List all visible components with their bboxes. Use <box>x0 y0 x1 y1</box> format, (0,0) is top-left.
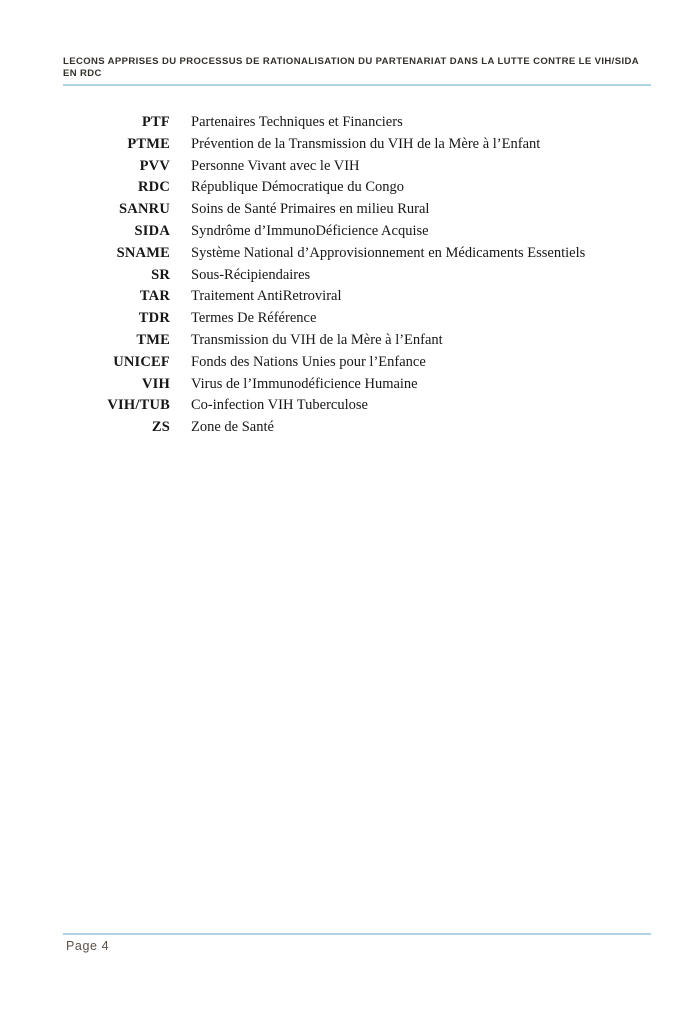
abbreviation-definition: Soins de Santé Primaires en milieu Rural <box>191 201 430 218</box>
abbreviation-term: PTME <box>127 135 170 152</box>
abbreviation-definition: Co-infection VIH Tuberculose <box>191 397 368 414</box>
abbreviation-definition: Virus de l’Immunodéficience Humaine <box>191 375 418 392</box>
abbreviation-row <box>64 265 624 287</box>
abbreviation-definition: Sous-Récipiendaires <box>191 266 311 283</box>
abbreviation-row <box>64 395 624 417</box>
page-number: Page 4 <box>66 939 110 953</box>
abbreviation-term: TDR <box>138 310 170 327</box>
abbreviation-definition: Transmission du VIH de la Mère à l’Enfant <box>191 331 443 348</box>
abbreviation-definition: Fonds des Nations Unies pour l’Enfance <box>191 353 426 370</box>
abbreviation-row <box>64 417 624 439</box>
abbreviation-term: PTF <box>142 114 170 130</box>
abbreviation-term: TME <box>136 331 170 348</box>
abbreviation-row <box>64 308 624 330</box>
abbreviation-definition: Prévention de la Transmission du VIH de la Mère à l’Enfant <box>191 135 541 152</box>
abbreviation-row <box>64 199 624 221</box>
page-header <box>63 56 651 86</box>
abbreviation-term: RDC <box>137 179 170 196</box>
abbreviation-definition: Termes De Référence <box>191 310 317 327</box>
abbreviation-definition: République Démocratique du Congo <box>191 179 405 196</box>
abbreviation-row <box>64 156 624 178</box>
abbreviation-term: TAR <box>139 288 170 305</box>
header-title-line1: LECONS APPRISES DU PROCESSUS DE RATIONALISATION DU PARTENARIAT DANS LA LUTTE CONTRE LE VIH/SIDA <box>63 56 640 67</box>
abbreviation-term: SIDA <box>134 222 170 239</box>
abbreviation-definition: Partenaires Techniques et Financiers <box>191 114 403 130</box>
abbreviation-term: VIH <box>142 375 170 392</box>
abbreviation-row <box>64 243 624 265</box>
abbreviation-term: VIH/TUB <box>107 397 170 414</box>
header-title-line2: EN RDC <box>63 67 102 79</box>
abbreviation-definition: Système National d’Approvisionnement en Médicaments Essentiels <box>191 244 586 261</box>
abbreviation-definition: Personne Vivant avec le VIH <box>191 157 360 174</box>
abbreviation-definition: Syndrôme d’ImmunoDéficience Acquise <box>191 222 429 239</box>
abbreviation-row <box>64 112 624 134</box>
footer-rule <box>63 933 651 935</box>
abbreviation-row <box>64 352 624 374</box>
abbreviation-row <box>64 286 624 308</box>
abbreviation-row <box>64 221 624 243</box>
abbreviation-term: ZS <box>151 419 170 436</box>
abbreviation-definition: Traitement AntiRetroviral <box>191 288 342 305</box>
abbreviation-row <box>64 177 624 199</box>
abbreviation-term: SR <box>151 266 170 283</box>
abbreviation-row <box>64 330 624 352</box>
abbreviation-term: UNICEF <box>113 353 170 370</box>
abbreviation-term: PVV <box>139 157 170 174</box>
abbreviation-row <box>64 374 624 396</box>
abbreviation-definition: Zone de Santé <box>191 419 274 436</box>
abbreviations-list <box>64 112 624 439</box>
abbreviation-term: SANRU <box>119 201 170 218</box>
abbreviation-row <box>64 134 624 156</box>
abbreviation-term: SNAME <box>116 244 170 261</box>
